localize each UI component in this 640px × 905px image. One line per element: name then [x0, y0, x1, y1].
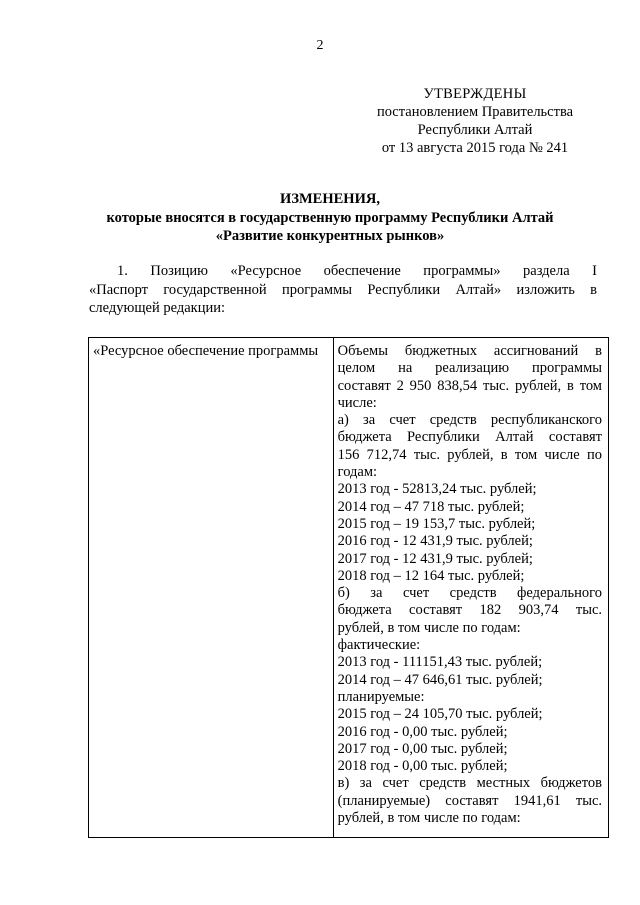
- resource-line: составят 2 950 838,54 тыс. рублей, в том: [337, 377, 602, 394]
- resource-line: 2017 год - 12 431,9 тыс. рублей;: [337, 550, 533, 567]
- page-number: 2: [316, 38, 324, 53]
- resource-table: [88, 337, 609, 838]
- document-title: ИЗМЕНЕНИЯ,: [280, 191, 380, 207]
- document-header: [60, 190, 600, 246]
- resource-line: 2015 год – 24 105,70 тыс. рублей;: [337, 706, 543, 723]
- resource-line: планируемые:: [337, 688, 425, 705]
- table-row: [89, 338, 609, 838]
- resource-line: а) за счет средств республиканского: [337, 412, 602, 429]
- resource-line: 2013 год - 52813,24 тыс. рублей;: [337, 481, 537, 498]
- approval-region-line: Республики Алтай: [417, 122, 533, 138]
- resource-line: 2013 год - 111151,43 тыс. рублей;: [337, 654, 543, 671]
- resource-line: 2017 год - 0,00 тыс. рублей;: [337, 740, 508, 757]
- resource-line: 2014 год – 47 646,61 тыс. рублей;: [337, 671, 543, 688]
- intro-line: «Паспорт государственной программы Республики Алтай» изложить в: [89, 281, 597, 298]
- resource-line: б) за счет средств федерального: [337, 585, 602, 602]
- resource-line: (планируемые) составят 1941,61 тыс.: [337, 792, 602, 809]
- resource-description-cell: [333, 338, 608, 838]
- resource-label-cell: [89, 338, 334, 838]
- resource-line: 2016 год - 0,00 тыс. рублей;: [337, 723, 508, 740]
- resource-line: в) за счет средств местных бюджетов: [337, 775, 602, 792]
- resource-line: бюджета Республики Алтай составят: [337, 429, 602, 446]
- resource-line: Объемы бюджетных ассигнований в: [337, 343, 602, 359]
- resource-line: рублей, в том числе по годам:: [337, 810, 521, 827]
- resource-label: «Ресурсное обеспечение программы: [93, 343, 319, 359]
- resource-line: 2015 год – 19 153,7 тыс. рублей;: [337, 515, 536, 532]
- resource-line: годам:: [337, 464, 378, 481]
- intro-line: 1. Позицию «Ресурсное обеспечение программы» раздела I: [117, 263, 597, 279]
- resource-line: целом на реализацию программы: [337, 360, 602, 377]
- resource-line: бюджета составят 182 903,74 тыс.: [337, 602, 602, 619]
- approval-block: [350, 85, 600, 157]
- resource-line: рублей, в том числе по годам:: [337, 619, 521, 636]
- approval-title: УТВЕРЖДЕНЫ: [423, 86, 527, 102]
- resource-line: 2018 год – 12 164 тыс. рублей;: [337, 567, 525, 584]
- intro-paragraph: [89, 262, 597, 318]
- intro-line: следующей редакции:: [89, 300, 226, 317]
- approval-date-line: от 13 августа 2015 года № 241: [381, 140, 569, 156]
- document-subtitle: которые вносятся в государственную программу Республики Алтай: [106, 209, 554, 226]
- resource-line: 2018 год - 0,00 тыс. рублей;: [337, 758, 508, 775]
- resource-line: 156 712,74 тыс. рублей, в том числе по: [337, 446, 602, 463]
- resource-line: фактические:: [337, 637, 421, 654]
- resource-line: числе:: [337, 394, 377, 411]
- program-name: «Развитие конкурентных рынков»: [215, 228, 445, 244]
- resource-line: 2016 год - 12 431,9 тыс. рублей;: [337, 533, 533, 550]
- resource-line: 2014 год – 47 718 тыс. рублей;: [337, 498, 525, 515]
- approval-decree-line: постановлением Правительства: [376, 104, 574, 120]
